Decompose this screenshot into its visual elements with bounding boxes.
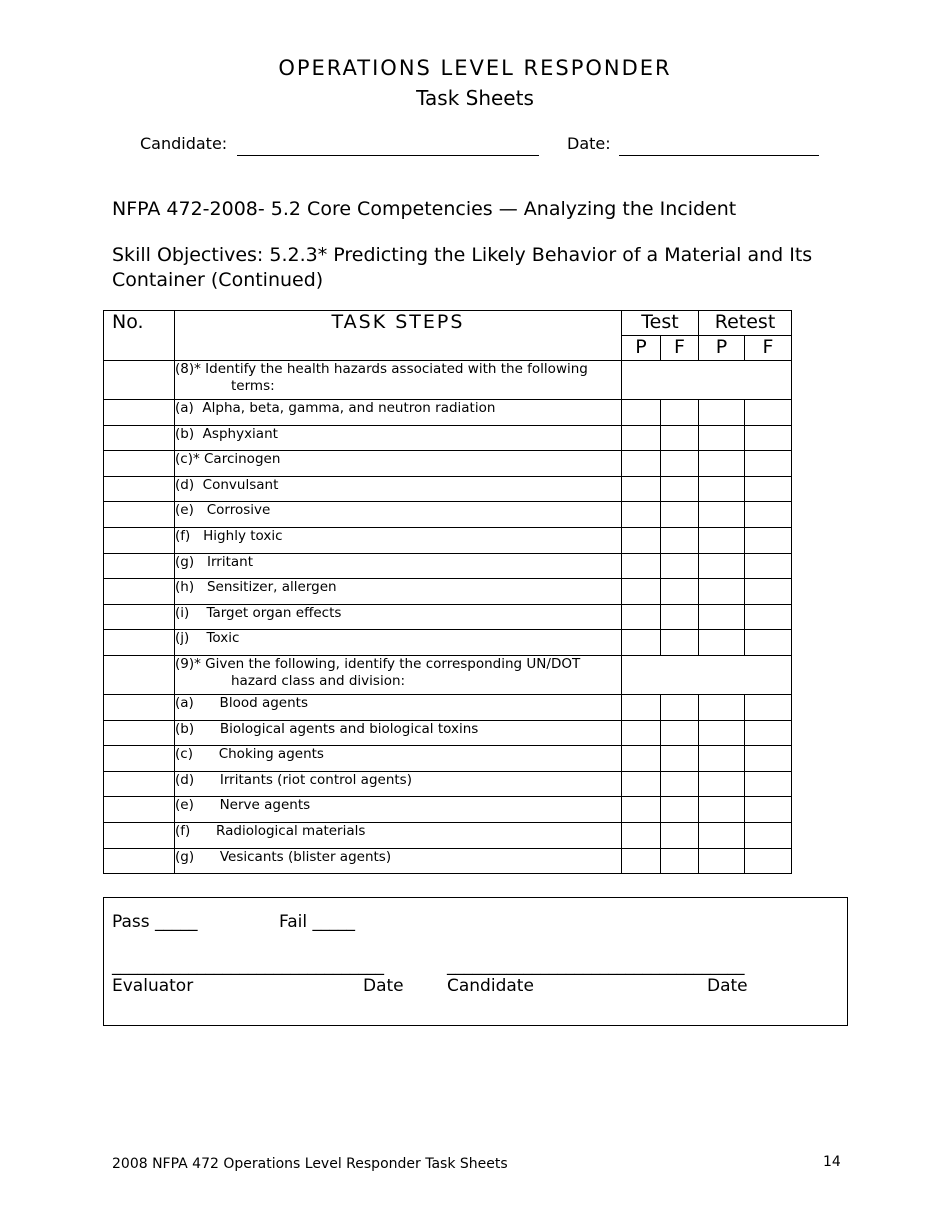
- table-row: [104, 720, 792, 746]
- candidate-signature-label: Candidate: [447, 976, 534, 996]
- retest-fail-cell[interactable]: [745, 553, 792, 579]
- table-row: [104, 527, 792, 553]
- retest-fail-cell[interactable]: [745, 451, 792, 477]
- test-fail-cell[interactable]: [661, 797, 699, 823]
- task-item-text: (a) Blood agents: [175, 694, 622, 720]
- test-pass-cell[interactable]: [622, 400, 661, 426]
- candidate-label: Candidate:: [140, 134, 228, 153]
- task-item-text: (j) Toxic: [175, 630, 622, 656]
- retest-pass-cell[interactable]: [699, 451, 745, 477]
- step-number-cell: [104, 720, 175, 746]
- table-row: [104, 451, 792, 477]
- column-header-task-steps: TASK STEPS: [175, 311, 622, 361]
- column-header-test: Test: [622, 311, 699, 336]
- step-number-cell: [104, 604, 175, 630]
- candidate-field[interactable]: [237, 155, 539, 156]
- test-fail-cell[interactable]: [661, 822, 699, 848]
- retest-fail-cell[interactable]: [745, 604, 792, 630]
- table-row: [104, 553, 792, 579]
- date-label: Date:: [567, 134, 611, 153]
- footer-text: 2008 NFPA 472 Operations Level Responder Task Sheets: [112, 1156, 508, 1172]
- test-pass-cell[interactable]: [622, 604, 661, 630]
- test-fail-cell[interactable]: [661, 502, 699, 528]
- retest-pass-cell[interactable]: [699, 502, 745, 528]
- retest-pass-cell[interactable]: [699, 848, 745, 874]
- column-header-no: No.: [104, 311, 175, 361]
- task-item-text: (f) Radiological materials: [175, 822, 622, 848]
- retest-pass-cell[interactable]: [699, 476, 745, 502]
- task-item-text: (a) Alpha, beta, gamma, and neutron radiation: [175, 400, 622, 426]
- task-steps-table: [103, 310, 792, 874]
- table-row: [104, 400, 792, 426]
- test-fail-cell[interactable]: [661, 425, 699, 451]
- test-fail-cell[interactable]: [661, 579, 699, 605]
- task-item-text: (b) Asphyxiant: [175, 425, 622, 451]
- task-item-text: (f) Highly toxic: [175, 527, 622, 553]
- test-pass-cell[interactable]: [622, 694, 661, 720]
- task-group-line: (9)* Given the following, identify the corresponding UN/DOT: [175, 655, 581, 672]
- task-group-text: [175, 655, 622, 694]
- test-fail-cell[interactable]: [661, 400, 699, 426]
- task-item-text: (b) Biological agents and biological toxins: [175, 720, 622, 746]
- step-number-cell: [104, 746, 175, 772]
- test-pass-cell[interactable]: [622, 822, 661, 848]
- test-pass-cell[interactable]: [622, 771, 661, 797]
- retest-fail-cell[interactable]: [745, 579, 792, 605]
- test-pass-cell[interactable]: [622, 527, 661, 553]
- step-number-cell: [104, 476, 175, 502]
- candidate-signature-line[interactable]: ___________________________________: [447, 956, 745, 976]
- step-number-cell: [104, 400, 175, 426]
- nfpa-heading: NFPA 472-2008- 5.2 Core Competencies — Analyzing the Incident: [112, 198, 737, 220]
- retest-pass-cell[interactable]: [699, 720, 745, 746]
- page-subtitle: Task Sheets: [416, 86, 534, 110]
- task-group-row: [104, 361, 792, 400]
- retest-pass-cell[interactable]: [699, 400, 745, 426]
- retest-fail-cell[interactable]: [745, 848, 792, 874]
- skill-objective-heading: Skill Objectives: 5.2.3* Predicting the Likely Behavior of a Material and Its Container (Continued): [112, 244, 813, 291]
- task-group-line: hazard class and division:: [231, 672, 406, 689]
- step-number-cell: [104, 451, 175, 477]
- retest-pass-cell[interactable]: [699, 579, 745, 605]
- retest-pass-cell[interactable]: [699, 771, 745, 797]
- step-number-cell: [104, 630, 175, 656]
- task-item-text: (d) Convulsant: [175, 476, 622, 502]
- column-header-retest: Retest: [699, 311, 792, 336]
- grading-blank-cell: [622, 655, 792, 694]
- task-item-text: (g) Vesicants (blister agents): [175, 848, 622, 874]
- test-pass-cell[interactable]: [622, 848, 661, 874]
- table-row: [104, 630, 792, 656]
- test-pass-cell[interactable]: [622, 797, 661, 823]
- test-fail-cell[interactable]: [661, 604, 699, 630]
- fail-field[interactable]: Fail _____: [279, 912, 355, 932]
- retest-pass-cell[interactable]: [699, 527, 745, 553]
- test-fail-cell[interactable]: [661, 527, 699, 553]
- retest-pass-cell[interactable]: [699, 604, 745, 630]
- date-field[interactable]: [619, 155, 819, 156]
- table-row: [104, 579, 792, 605]
- retest-fail-cell[interactable]: [745, 476, 792, 502]
- retest-fail-cell[interactable]: [745, 822, 792, 848]
- table-row: [104, 771, 792, 797]
- evaluator-date-label: Date: [363, 976, 404, 996]
- test-pass-cell[interactable]: [622, 425, 661, 451]
- test-fail-cell[interactable]: [661, 476, 699, 502]
- test-fail-cell[interactable]: [661, 720, 699, 746]
- test-pass-cell[interactable]: [622, 630, 661, 656]
- column-header-test-pass: P: [622, 336, 661, 361]
- table-row: [104, 694, 792, 720]
- retest-pass-cell[interactable]: [699, 746, 745, 772]
- retest-fail-cell[interactable]: [745, 746, 792, 772]
- retest-fail-cell[interactable]: [745, 797, 792, 823]
- task-item-text: (e) Nerve agents: [175, 797, 622, 823]
- test-fail-cell[interactable]: [661, 848, 699, 874]
- table-row: [104, 476, 792, 502]
- test-pass-cell[interactable]: [622, 502, 661, 528]
- retest-fail-cell[interactable]: [745, 527, 792, 553]
- retest-pass-cell[interactable]: [699, 822, 745, 848]
- table-row: [104, 502, 792, 528]
- retest-fail-cell[interactable]: [745, 502, 792, 528]
- task-item-text: (e) Corrosive: [175, 502, 622, 528]
- test-pass-cell[interactable]: [622, 746, 661, 772]
- evaluator-label: Evaluator: [112, 976, 194, 996]
- step-number-cell: [104, 848, 175, 874]
- test-fail-cell[interactable]: [661, 771, 699, 797]
- task-item-text: (d) Irritants (riot control agents): [175, 771, 622, 797]
- retest-pass-cell[interactable]: [699, 553, 745, 579]
- step-number-cell: [104, 579, 175, 605]
- task-group-line: (8)* Identify the health hazards associated with the following: [175, 361, 588, 377]
- step-number-cell: [104, 425, 175, 451]
- step-number-cell: [104, 553, 175, 579]
- step-number-cell: [104, 822, 175, 848]
- task-group-row: [104, 655, 792, 694]
- test-pass-cell[interactable]: [622, 476, 661, 502]
- retest-fail-cell[interactable]: [745, 400, 792, 426]
- candidate-date-label: Date: [707, 976, 748, 996]
- retest-pass-cell[interactable]: [699, 630, 745, 656]
- table-row: [104, 746, 792, 772]
- step-number-cell: [104, 527, 175, 553]
- retest-pass-cell[interactable]: [699, 797, 745, 823]
- table-row: [104, 604, 792, 630]
- retest-fail-cell[interactable]: [745, 720, 792, 746]
- test-fail-cell[interactable]: [661, 553, 699, 579]
- page-number: 14: [823, 1154, 841, 1170]
- column-header-retest-fail: F: [745, 336, 792, 361]
- test-pass-cell[interactable]: [622, 579, 661, 605]
- column-header-test-fail: F: [661, 336, 699, 361]
- task-item-text: (g) Irritant: [175, 553, 622, 579]
- task-group-text: [175, 361, 622, 400]
- test-fail-cell[interactable]: [661, 451, 699, 477]
- evaluator-signature-line[interactable]: ________________________________: [112, 956, 384, 976]
- task-item-text: (c) Choking agents: [175, 746, 622, 772]
- retest-pass-cell[interactable]: [699, 425, 745, 451]
- column-header-retest-pass: P: [699, 336, 745, 361]
- step-number-cell: [104, 694, 175, 720]
- page-title: OPERATIONS LEVEL RESPONDER: [278, 56, 672, 80]
- retest-pass-cell[interactable]: [699, 694, 745, 720]
- test-pass-cell[interactable]: [622, 451, 661, 477]
- step-number-cell: [104, 797, 175, 823]
- task-group-line: terms:: [231, 378, 275, 394]
- retest-fail-cell[interactable]: [745, 771, 792, 797]
- test-pass-cell[interactable]: [622, 720, 661, 746]
- grading-blank-cell: [622, 361, 792, 400]
- step-number-cell: [104, 361, 175, 400]
- retest-fail-cell[interactable]: [745, 694, 792, 720]
- task-item-text: (i) Target organ effects: [175, 604, 622, 630]
- test-pass-cell[interactable]: [622, 553, 661, 579]
- task-item-text: (c)* Carcinogen: [175, 451, 622, 477]
- pass-field[interactable]: Pass _____: [112, 912, 198, 932]
- table-row: [104, 848, 792, 874]
- test-fail-cell[interactable]: [661, 746, 699, 772]
- task-item-text: (h) Sensitizer, allergen: [175, 579, 622, 605]
- table-row: [104, 797, 792, 823]
- step-number-cell: [104, 502, 175, 528]
- retest-fail-cell[interactable]: [745, 630, 792, 656]
- table-row: [104, 822, 792, 848]
- retest-fail-cell[interactable]: [745, 425, 792, 451]
- test-fail-cell[interactable]: [661, 630, 699, 656]
- table-row: [104, 425, 792, 451]
- step-number-cell: [104, 771, 175, 797]
- test-fail-cell[interactable]: [661, 694, 699, 720]
- step-number-cell: [104, 655, 175, 694]
